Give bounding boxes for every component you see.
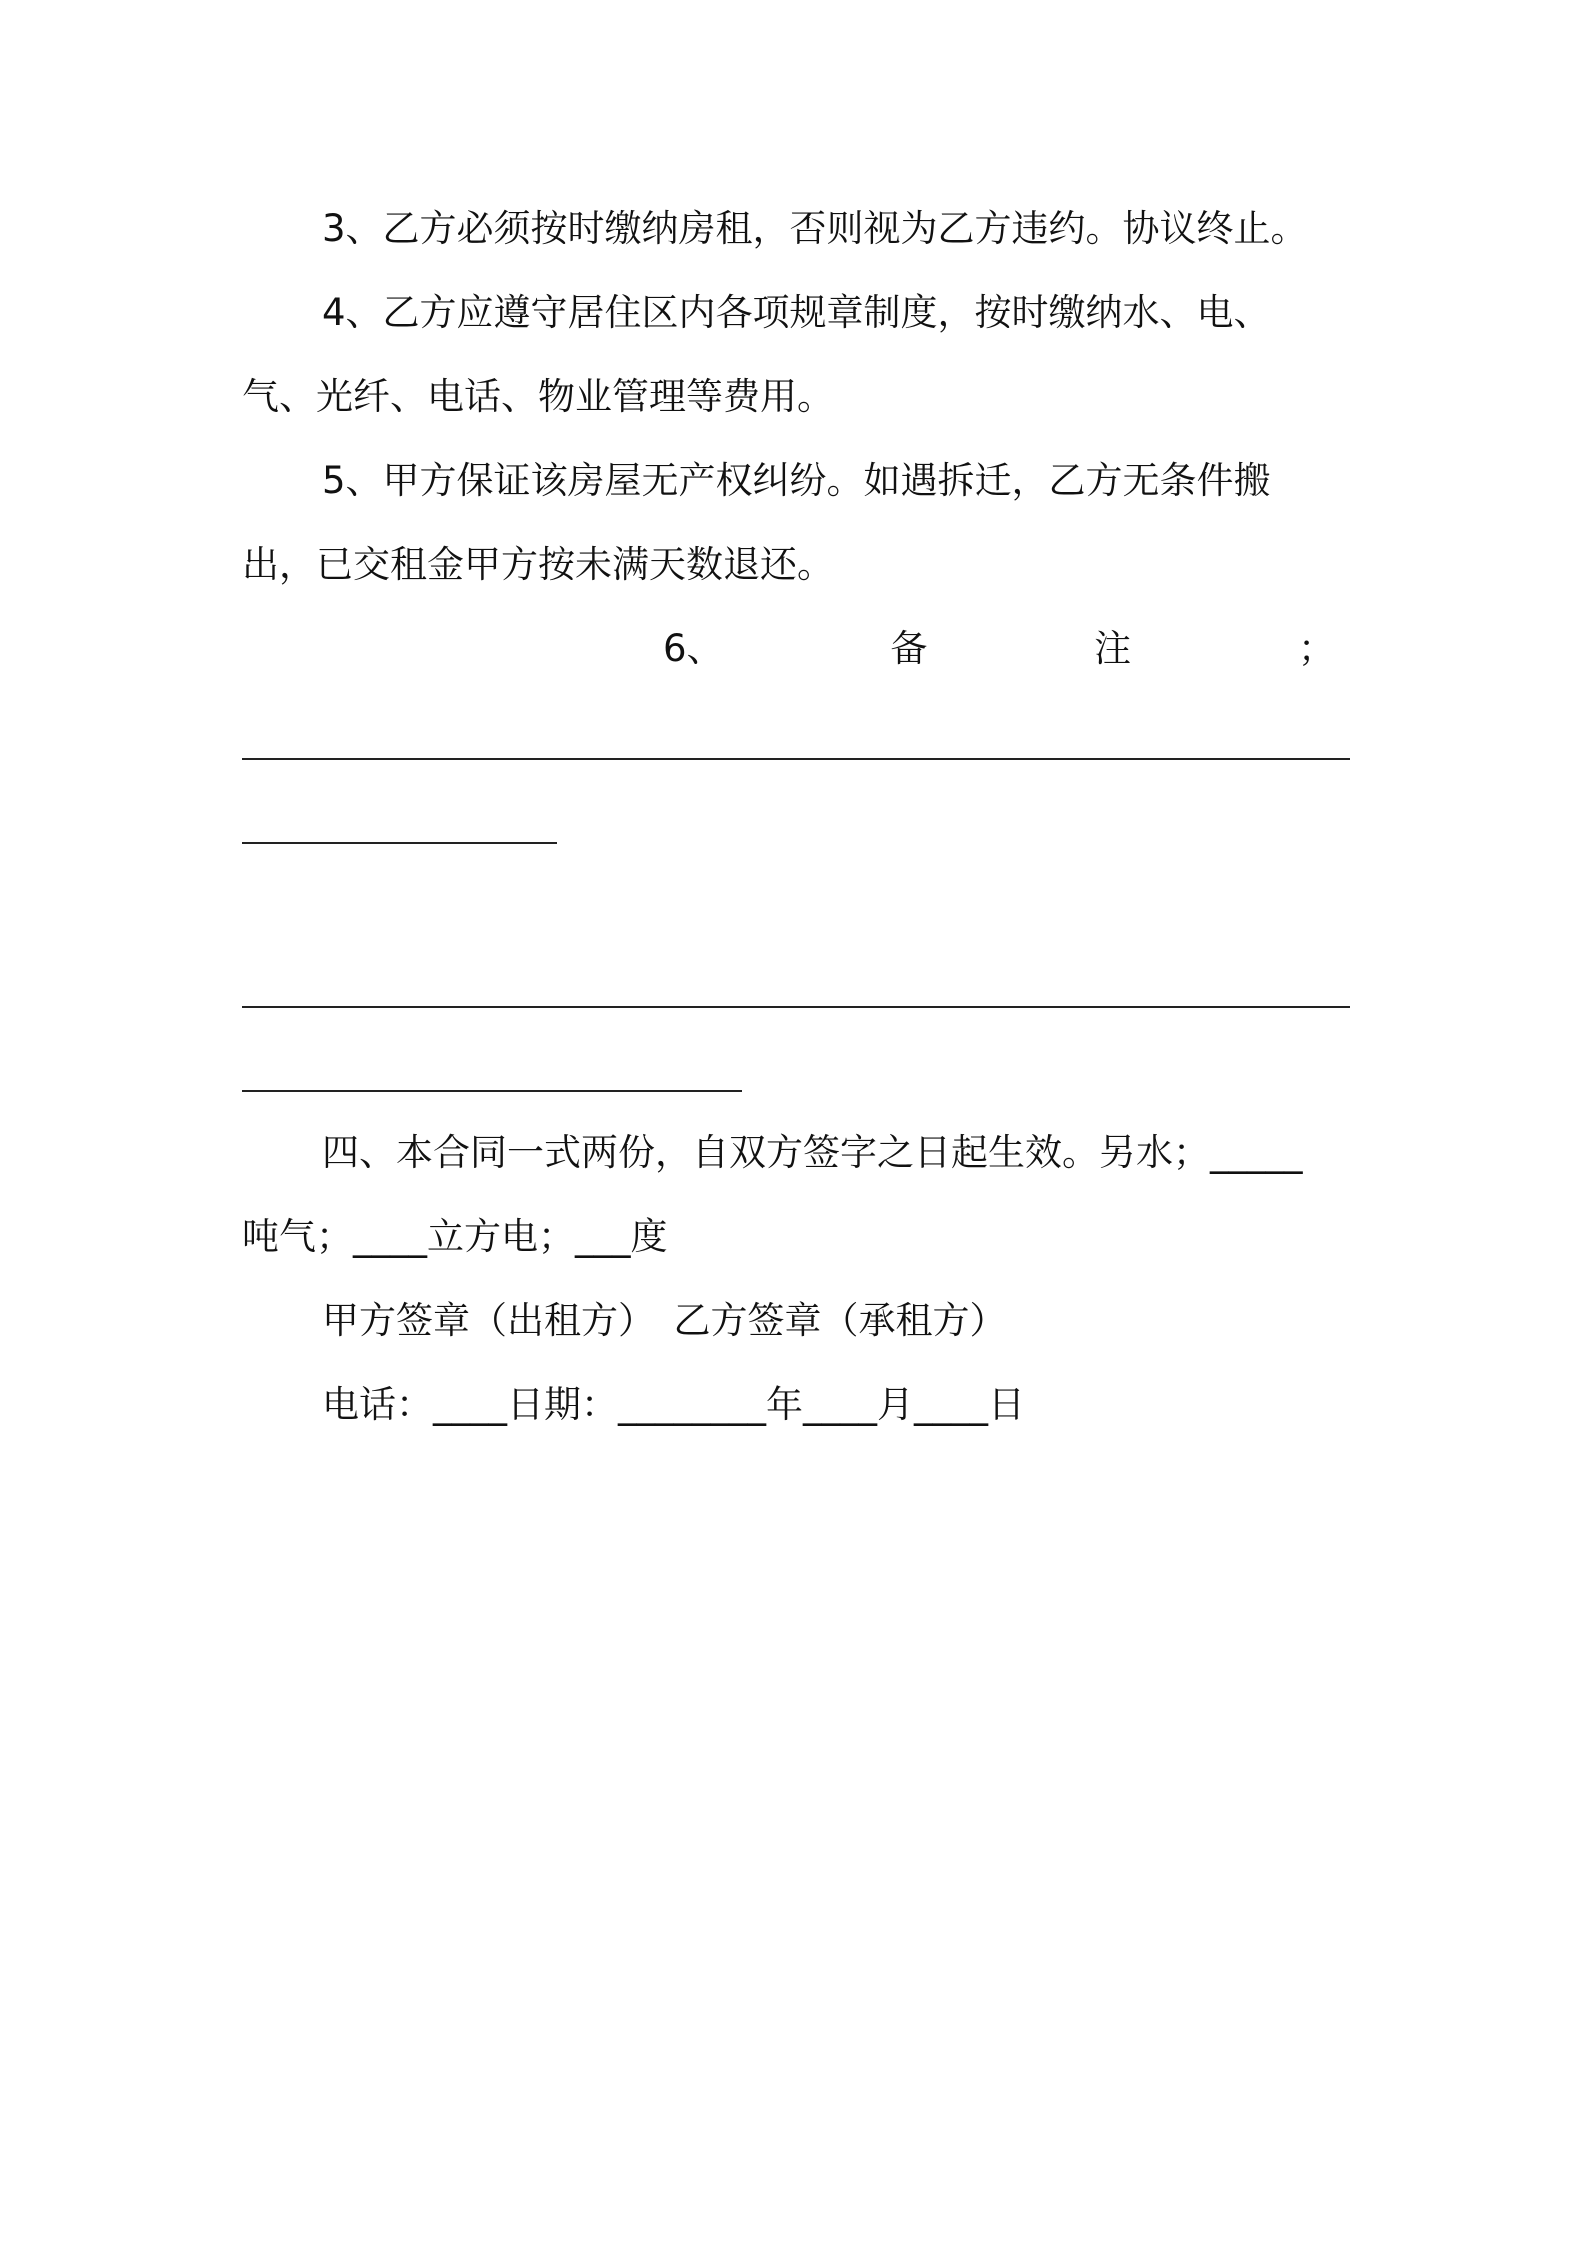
clause-4-line-2: 气、光纤、电话、物业管理等费用。 — [242, 375, 834, 418]
section-4-line-2: 吨气；____立方电；___度 — [242, 1215, 668, 1258]
clause-6-char-2: 注 — [1094, 627, 1132, 670]
remarks-blank-line-3 — [242, 1006, 1350, 1008]
clause-5-line-1: 5、甲方保证该房屋无产权纠纷。如遇拆迁，乙方无条件搬 — [322, 459, 1271, 502]
section-4-line-1: 四、本合同一式两份，自双方签字之日起生效。另水；_____ — [322, 1131, 1303, 1174]
clause-6-number: 6、 — [663, 627, 724, 670]
remarks-blank-line-2 — [242, 842, 557, 844]
remarks-blank-line-4 — [242, 1090, 742, 1092]
clause-4-line-1: 4、乙方应遵守居住区内各项规章制度，按时缴纳水、电、 — [322, 291, 1271, 334]
signature-line: 甲方签章（出租方） 乙方签章（承租方） — [322, 1299, 1007, 1342]
clause-5-line-2: 出，已交租金甲方按未满天数退还。 — [242, 543, 834, 586]
clause-6-punct: ； — [1297, 627, 1335, 670]
clause-6-char-1: 备 — [890, 627, 928, 670]
remarks-blank-line-1 — [242, 758, 1350, 760]
clause-3: 3、乙方必须按时缴纳房租，否则视为乙方违约。协议终止。 — [322, 207, 1308, 250]
phone-date-line: 电话：____日期：________年____月____日 — [322, 1383, 1025, 1426]
clause-6-remarks — [663, 624, 1335, 674]
